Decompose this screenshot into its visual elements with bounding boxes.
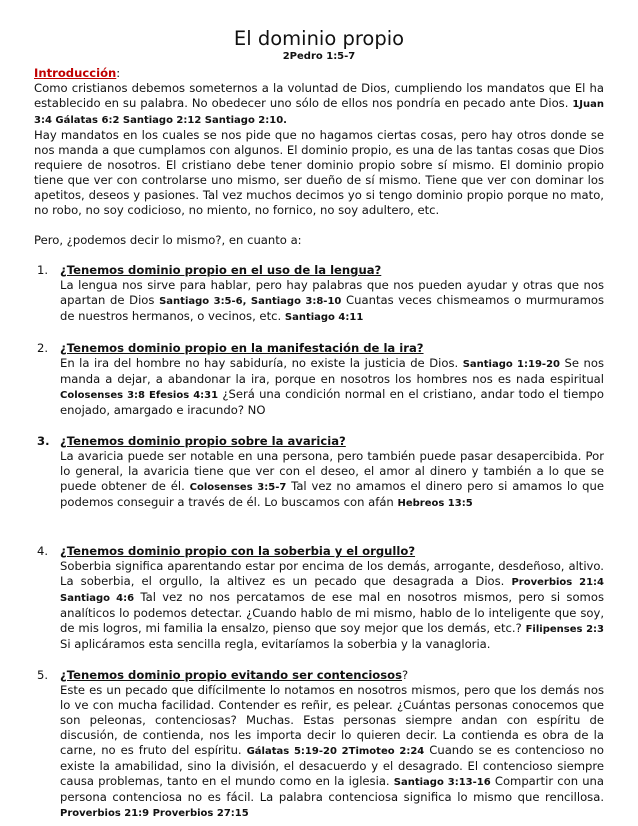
list-item-question: ¿Tenemos dominio propio en la manifestación de la ira? [60, 341, 424, 355]
body-text: En la ira del hombre no hay sabiduría, no existe la justicia de Dios. [60, 356, 463, 370]
spacer [34, 418, 604, 434]
body-text: Si aplicáramos esta sencilla regla, evitaríamos la soberbia y la vanagloria. [60, 637, 491, 651]
list-item-question: ¿Tenemos dominio propio en el uso de la lengua? [60, 263, 382, 277]
list-item-question-line [60, 668, 604, 683]
body-text: Tal vez no amamos el dinero pero si amamos lo que podemos conseguir a través de él. Lo buscamos con afán [60, 479, 604, 509]
numbered-list [34, 248, 604, 821]
scripture-reference: Proverbios 21:4 Santiago 4:6 [60, 577, 604, 604]
scripture-reference: Hebreos 13:5 [397, 498, 473, 509]
body-text: Cuando se es contencioso no existe la amabilidad, sino la división, el desacuerdo y el desagrado. El contencioso siempre causa problemas, tanto en el mundo como en la iglesia. [60, 743, 604, 788]
spacer [34, 248, 604, 263]
body-text: Este es un pecado que difícilmente lo notamos en nosotros mismos, pero que los demás nos lo ve con mucha facilidad. Contender es reñir, es pelear. ¿Cuántas personas conocemos que son peleonas, contenciosas? Muchas. Estas personas siempre andan con espíritu de discusión, de contienda, nos les importa decir lo quieren decir. La contienda es obra de la carne, no es fruto del espíritu. [60, 683, 604, 757]
scripture-reference: Santiago 3:13-16 [393, 777, 491, 788]
title-scripture-reference: 2Pedro 1:5-7 [282, 51, 356, 62]
list-item-question-line [60, 544, 604, 559]
list-item-question-line [60, 434, 604, 449]
intro-text-1: Como cristianos debemos someternos a la voluntad de Dios, cumpliendo los mandatos que El ha establecido en su palabra. No obedecer uno sólo de ellos nos pondría en pecado ante Dios. [34, 81, 604, 110]
list-item-question: ¿Tenemos dominio propio sobre la avaricia? [60, 434, 346, 448]
intro-paragraph-3: Pero, ¿podemos decir lo mismo?, en cuanto a: [34, 233, 302, 247]
body-text: La avaricia puede ser notable en una persona, pero también puede pasar desapercibida. Por lo general, la avaricia tiene que ver con el deseo, el amor al dinero y también a lo que se puede obtener de él. [60, 449, 604, 493]
list-item-body [60, 683, 604, 821]
page-title: El dominio propio [233, 27, 405, 50]
list-item [34, 668, 604, 821]
intro-paragraph-2: Hay mandatos en los cuales se nos pide que no hagamos ciertas cosas, pero hay otros donde se nos manda a que cumplamos con algunos. El dominio propio, es una de las tantas cosas que Dios requiere de nosotros. El cristiano debe tener dominio propio sobre sí mismo. El dominio propio tiene que ver con controlarse uno mismo, ser dueño de sí mismo. Tiene que ver con dominar los apetitos, deseos y pasiones. Tal vez muchos decimos yo si tengo dominio propio porque no mato, no robo, no soy codicioso, no miento, no fornico, no soy adultero, etc. [34, 128, 604, 217]
list-item-question-line [60, 341, 604, 356]
list-item-number: 5. [37, 668, 49, 682]
scripture-reference: Filipenses 2:3 [525, 624, 604, 635]
intro-paragraph-1 [34, 66, 604, 128]
intro-heading: Introducción [34, 66, 117, 80]
list-item [34, 341, 604, 418]
scripture-reference: Colosenses 3:5-7 [189, 482, 287, 493]
list-item-body [60, 559, 604, 652]
scripture-reference: Santiago 1:19-20 [462, 359, 560, 370]
list-item-body [60, 356, 604, 418]
list-item [34, 544, 604, 652]
body-text: Se nos manda a dejar, a abandonar la ira, porque en nosotros los hombres nos es nada espiritual [60, 356, 604, 386]
list-item-number: 4. [37, 544, 49, 558]
spacer [34, 325, 604, 341]
list-item-body [60, 278, 604, 325]
body-text: Tal vez no nos percatamos de ese mal en nosotros mismos, pero si somos analíticos lo podemos detectar. ¿Cuando hablo de mi mismo, hablo de lo inteligente que soy, de mis logros, mi familia la ensalzo, pienso que soy mejor que los demás, etc.? [60, 590, 604, 635]
intro-heading-colon: : [116, 66, 121, 80]
spacer [34, 652, 604, 668]
intro-scripture-refs: 1Juan 3:4 Gálatas 6:2 Santiago 2:12 Santiago 2:10. [34, 99, 604, 126]
scripture-reference: Colosenses 3:8 Efesios 4:31 [60, 390, 219, 401]
list-item-number: 2. [37, 341, 49, 355]
list-item-number: 3. [37, 434, 50, 448]
list-item-question: ¿Tenemos dominio propio con la soberbia y el orgullo? [60, 544, 416, 558]
list-item-body [60, 449, 604, 511]
list-item [34, 434, 604, 511]
list-item [34, 263, 604, 325]
body-text: ¿Será una condición normal en el cristiano, andar todo el tiempo enojado, amargado e iracundo? NO [60, 387, 605, 417]
scripture-reference: Santiago 3:5-6, Santiago 3:8-10 [159, 296, 342, 307]
scripture-reference: Proverbios 21:9 Proverbios 27:15 [60, 808, 249, 819]
document-page [34, 28, 604, 821]
body-text: La lengua nos sirve para hablar, pero hay palabras que nos pueden ayudar y otras que nos apartan de Dios [60, 278, 604, 307]
list-item-number: 1. [37, 263, 49, 277]
scripture-reference: Gálatas 5:19-20 2Timoteo 2:24 [246, 746, 425, 757]
spacer [34, 511, 604, 544]
question-suffix: ? [402, 668, 409, 682]
body-text: Cuantas veces chismeamos o murmuramos de nuestros hermanos, o vecinos, etc. [60, 293, 605, 323]
list-item-question: ¿Tenemos dominio propio evitando ser contenciosos [60, 668, 403, 682]
body-text: Compartir con una persona contenciosa no es fácil. La palabra contenciosa significa lo mismo que rencillosa. [60, 774, 604, 804]
scripture-reference: Santiago 4:11 [284, 312, 364, 323]
body-text: Soberbia significa aparentando estar por encima de los demás, arrogante, desdeñoso, altivo. La soberbia, el orgullo, la altivez es un pecado que desagrada a Dios. [60, 559, 604, 588]
spacer [34, 218, 604, 233]
list-item-question-line [60, 263, 604, 278]
